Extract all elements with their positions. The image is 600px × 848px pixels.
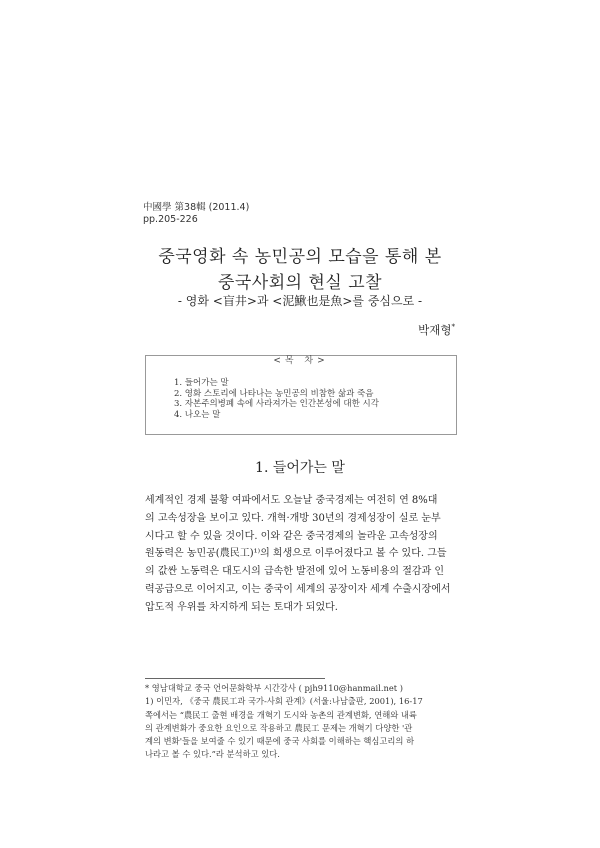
toc-item: 1. 들어가는 말 — [174, 378, 229, 388]
body-line: 의 값싼 노동력은 대도시의 급속한 발전에 있어 노동비용의 절감과 인 — [145, 566, 445, 578]
journal-volume: 中國學 第38輯 (2011.4) — [143, 202, 250, 213]
author-footnote-mark: * — [451, 323, 455, 332]
paper-title-line2: 중국사회의 현실 고찰 — [217, 273, 383, 293]
body-line: 시다고 할 수 있을 것이다. 이와 같은 중국경제의 놀라운 고속성장의 — [145, 530, 438, 542]
body-line: 의 고속성장을 보이고 있다. 개혁·개방 30년의 경제성장이 실로 눈부 — [145, 512, 441, 524]
footnote-line: * 영남대학교 중국 언어문화학부 시간강사 ( pjh9110@hanmail.net ) — [145, 683, 403, 693]
footnote-line: 계의 변화'들을 보여줄 수 있기 때문에 중국 사회를 이해하는 핵심고리의 하 — [145, 736, 415, 747]
section-heading: 1. 들어가는 말 — [255, 460, 345, 476]
footnotes — [145, 682, 465, 762]
toc-list — [174, 378, 379, 420]
body-line: 력공급으로 이어지고, 이는 중국이 세계의 공장이자 세계 수출시장에서 — [145, 583, 451, 595]
toc-item: 4. 나오는 말 — [174, 409, 221, 420]
footnote-divider — [145, 678, 325, 679]
toc-item: 2. 영화 스토리에 나타나는 농민공의 비참한 삶과 죽음 — [174, 388, 374, 399]
paper-subtitle: - 영화 <盲井>과 <泥鰍也是魚>를 중심으로 - — [177, 294, 423, 308]
body-line: 압도적 우위를 차지하게 되는 토대가 되었다. — [145, 601, 338, 613]
toc-item: 3. 자본주의병폐 속에 사라져가는 인간본성에 대한 시각 — [174, 399, 379, 409]
toc-heading: <목 차> — [267, 356, 334, 366]
footnote-line: 의 관계변화가 중요한 요인으로 작용하고 農民工 문제는 개혁기 다양한 '관 — [145, 722, 413, 733]
footnote-line: 쪽에서는 “農民工 출현 배경을 개혁기 도시와 농촌의 관계변화, 연해와 내륙 — [145, 709, 417, 720]
journal-pages: pp.205-226 — [143, 214, 198, 225]
body-line: 원동력은 농민공(農民工)¹⁾의 희생으로 이루어졌다고 볼 수 있다. 그들 — [145, 548, 447, 560]
footnote-line: 1) 이민자, 《중국 農民工과 국가-사회 관계》(서울:나남출판, 2001), 16-17 — [145, 696, 423, 707]
journal-info — [143, 202, 249, 226]
paper-title-line1: 중국영화 속 농민공의 모습을 통해 본 — [158, 247, 442, 267]
author — [418, 322, 455, 338]
table-of-contents — [145, 355, 457, 435]
body-paragraph — [145, 492, 455, 617]
body-line: 세계적인 경제 불황 여파에서도 오늘날 중국경제는 여전히 연 8%대 — [145, 495, 438, 506]
footnote-line: 나라고 볼 수 있다.”라 분석하고 있다. — [145, 749, 280, 760]
author-name: 박재형 — [418, 323, 452, 337]
